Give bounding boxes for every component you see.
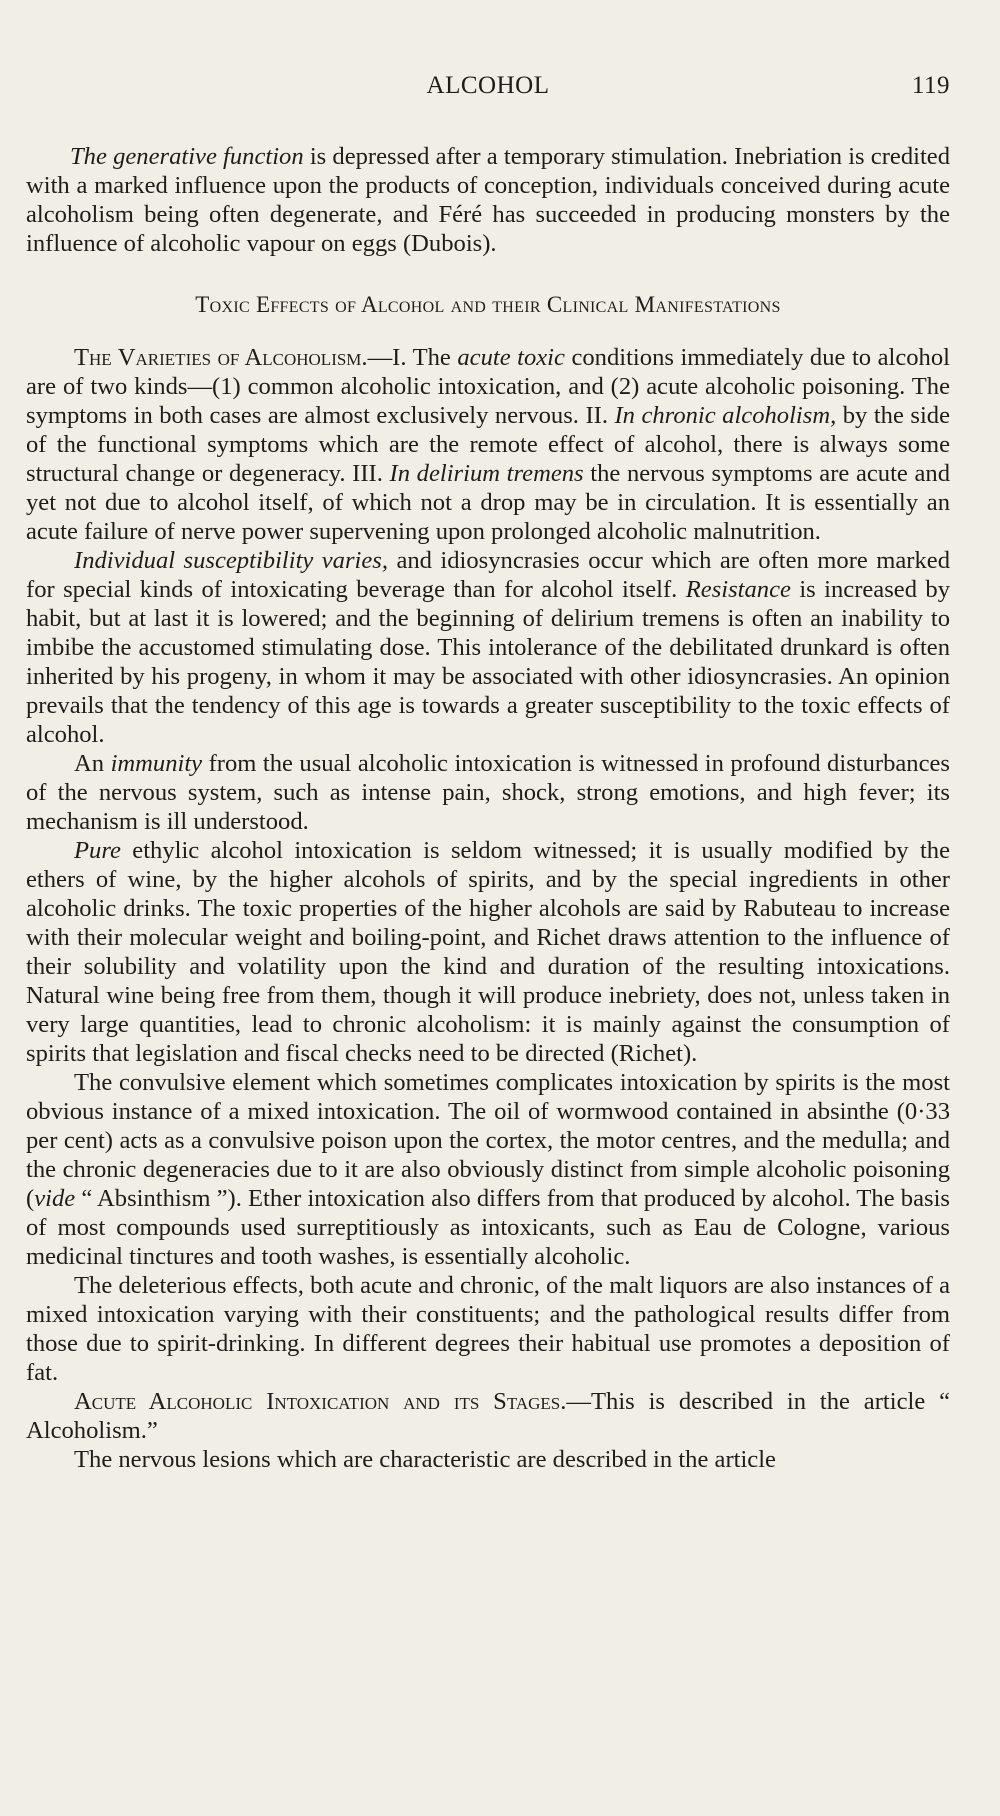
italic-phrase: acute toxic <box>457 344 565 371</box>
paragraph-text: —This is described in the article “ Alcoholism.” <box>26 1388 950 1444</box>
paragraph-text: —I. The <box>367 344 458 371</box>
paragraph-text: The deleterious effects, both acute and chronic, of the malt liquors are also instances of a mixed intoxication varying with their constituents; and the pathological results differ from those due to spirit-drinking. In different degrees their habitual use promotes a deposition of fat. <box>26 1272 950 1386</box>
body-text <box>26 142 950 1474</box>
paragraph-text: conditions immediately due to alcohol are of two kinds—(1) common alcoholic intoxication, and (2) acute alcoholic poisoning. The symptoms in both cases are almost exclusively nervous. II. <box>26 344 950 429</box>
paragraph-susceptibility <box>26 546 950 749</box>
italic-phrase: Individual susceptibility varies, <box>74 547 389 574</box>
paragraph-nervous-lesions <box>26 1445 950 1474</box>
italic-phrase: Pure <box>74 837 121 864</box>
paragraph-text: the nervous symptoms are acute and yet not due to alcohol itself, of which not a drop may be in circulation. It is essentially an acute failure of nerve power supervening upon prolonged alcoholic malnutrition. <box>26 460 950 545</box>
italic-phrase: In delirium tremens <box>389 460 584 487</box>
paragraph-text: ethylic alcohol intoxication is seldom witnessed; it is usually modified by the ethers of wine, by the higher alcohols of spirits, and by the special ingredients in other alcoholic drinks. The toxic properties of the higher alcohols are said by Rabuteau to increase with their molecular weight and boiling-point, and Richet draws attention to the influence of their solubility and volatility upon the kind and duration of the resulting intoxications. Natural wine being free from them, though it will produce inebriety, does not, unless taken in very large quantities, lead to chronic alcoholism: it is mainly against the consumption of spirits that legislation and fiscal checks need to be directed (Richet). <box>26 837 950 1067</box>
running-head <box>26 72 950 112</box>
paragraph-text: from the usual alcoholic intoxication is witnessed in profound disturbances of the nervous system, such as intense pain, shock, strong emotions, and high fever; its mechanism is ill understood. <box>26 750 950 835</box>
page-number: 119 <box>911 72 950 99</box>
section-heading: Toxic Effects of Alcohol and their Clinical Manifestations <box>195 292 781 317</box>
paragraph-text: is depressed after a temporary stimulation. Inebriation is credited with a marked influence upon the products of conception, individuals conceived during acute alcoholism being often degenerate, and Féré has succeeded in producing monsters by the influence of alcoholic vapour on eggs (Dubois). <box>26 143 950 257</box>
paragraph-text: The nervous lesions which are characteristic are described in the article <box>74 1446 776 1473</box>
italic-phrase: The generative function <box>70 143 304 170</box>
italic-phrase: immunity <box>110 750 203 777</box>
paragraph-text: and idiosyncrasies occur which are often more marked for special kinds of intoxicating beverage than for alcohol itself. <box>26 547 950 603</box>
paragraph-generative-function <box>26 142 950 258</box>
paragraph-acute-intoxication <box>26 1387 950 1445</box>
italic-phrase: Resistance <box>685 576 791 603</box>
italic-phrase: vide <box>34 1185 76 1212</box>
paragraph-text: is increased by habit, but at last it is lowered; and the beginning of delirium tremens is often an inability to imbibe the accustomed stimulating dose. This intolerance of the debilitated drunkard is often inherited by his progeny, in whom it may be associated with other idiosyncrasies. An opinion prevails that the tendency of this age is towards a greater susceptibility to the toxic effects of alcohol. <box>26 576 950 748</box>
paragraph-text: by the side of the functional symptoms which are the remote effect of alcohol, there is always some structural change or degeneracy. III. <box>26 402 950 487</box>
paragraph-text: An <box>74 750 111 777</box>
run-in-heading: The Varieties of Alcoholism. <box>74 344 368 371</box>
paragraph-varieties-of-alcoholism <box>26 343 950 546</box>
paragraph-convulsive-element <box>26 1068 950 1271</box>
run-in-heading: Acute Alcoholic Intoxication and its Stages. <box>74 1388 567 1415</box>
paragraph-text: The convulsive element which sometimes complicates intoxication by spirits is the most obvious instance of a mixed intoxication. The oil of wormwood contained in absinthe (0·33 per cent) acts as a convulsive poison upon the cortex, the motor centres, and the medulla; and the chronic degeneracies due to it are also obviously distinct from simple alcoholic poisoning ( <box>26 1069 950 1212</box>
paragraph-text: “ Absinthism ”). Ether intoxication also differs from that produced by alcohol. The basis of most compounds used surreptitiously as intoxicants, such as Eau de Cologne, various medicinal tinctures and tooth washes, is essentially alcoholic. <box>26 1185 950 1270</box>
paragraph-pure-alcohol <box>26 836 950 1068</box>
paragraph-immunity <box>26 749 950 836</box>
italic-phrase: In chronic alcoholism, <box>614 402 837 429</box>
paragraph-malt-liquors <box>26 1271 950 1387</box>
running-title: ALCOHOL <box>426 72 550 99</box>
